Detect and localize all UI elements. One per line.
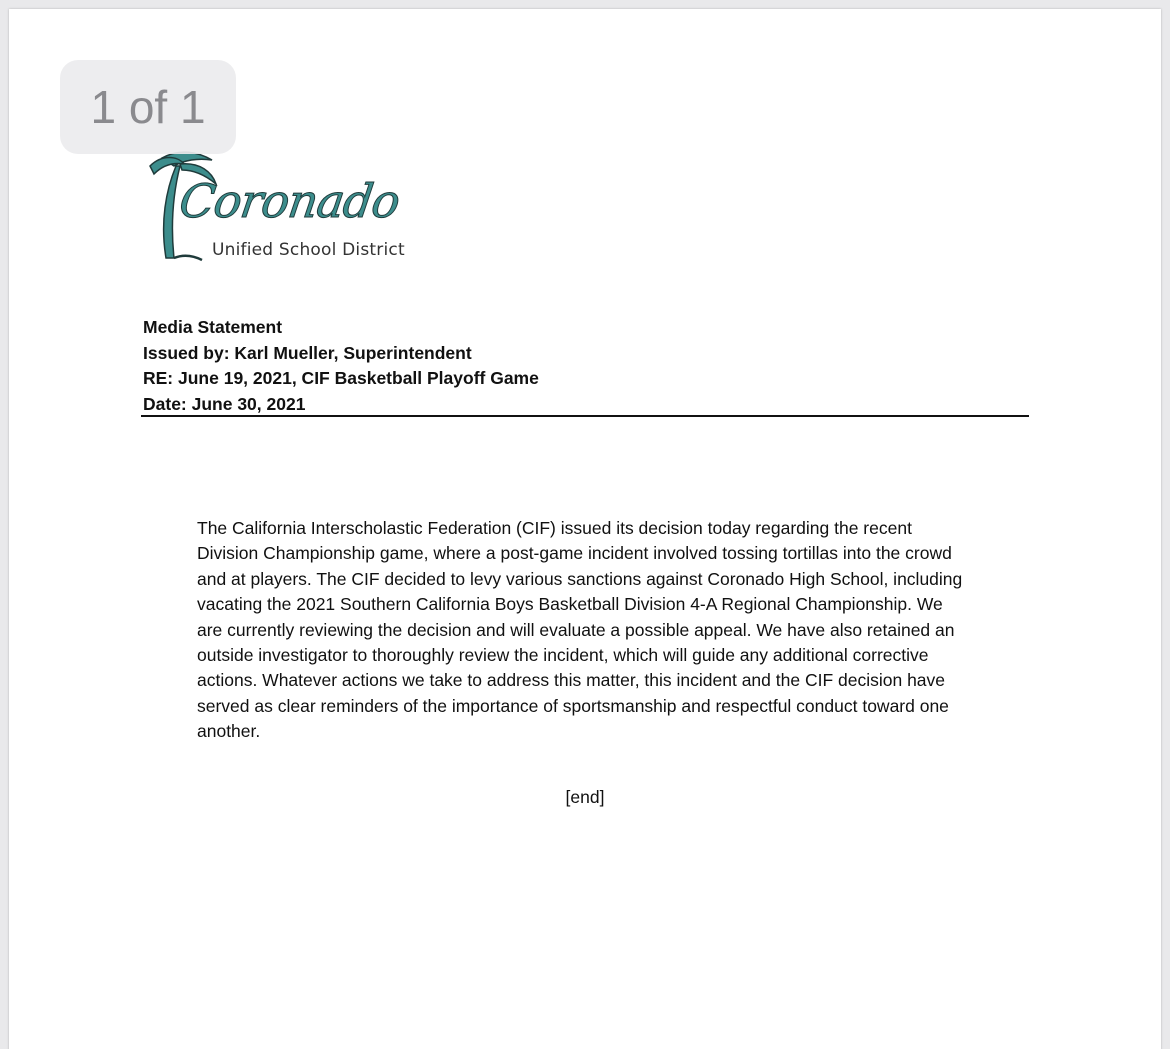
body-line: actions. Whatever actions we take to address this matter, this incident and the CIF decision have — [197, 670, 946, 691]
logo-subtitle: Unified School District — [212, 240, 405, 260]
page-indicator: 1 of 1 — [60, 60, 236, 154]
header-re: RE: June 19, 2021, CIF Basketball Playoff Game — [143, 368, 539, 388]
body-line: another. — [197, 721, 261, 742]
header-date: Date: June 30, 2021 — [143, 393, 306, 414]
body-line: The California Interscholastic Federation (CIF) issued its decision today regarding the recent — [197, 518, 912, 538]
statement-body — [197, 516, 1037, 745]
district-logo — [140, 150, 420, 268]
end-marker: [end] — [565, 787, 605, 807]
header-title: Media Statement — [143, 317, 283, 337]
body-line: served as clear reminders of the importance of sportsmanship and respectful conduct toward one — [197, 695, 949, 716]
body-line: are currently reviewing the decision and will evaluate a possible appeal. We have also retained an — [197, 619, 955, 640]
body-line: and at players. The CIF decided to levy various sanctions against Coronado High School, including — [197, 568, 963, 589]
logo-script-text: Coronado — [176, 174, 403, 228]
body-line: vacating the 2021 Southern California Boys Basketball Division 4-A Regional Championship. We — [197, 594, 943, 615]
header-issued-by: Issued by: Karl Mueller, Superintendent — [143, 342, 472, 363]
header-divider — [141, 415, 1029, 417]
statement-header — [143, 315, 1029, 417]
body-line: Division Championship game, where a post-game incident involved tossing tortillas into the crowd — [197, 543, 952, 564]
body-line: outside investigator to thoroughly review the incident, which will guide any additional corrective — [197, 645, 929, 666]
